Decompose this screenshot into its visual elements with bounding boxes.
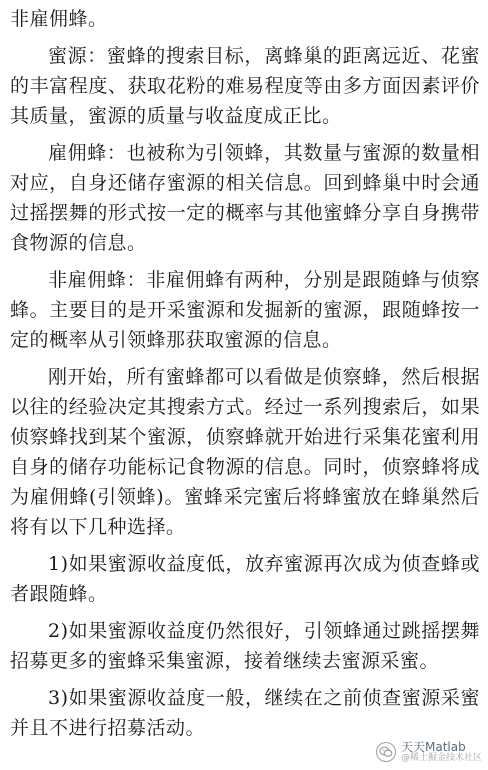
paragraph-process: 刚开始，所有蜜蜂都可以看做是侦察蜂，然后根据以往的经验决定其搜索方式。经过一系列搜索后，如果侦察蜂找到某个蜜源，侦察蜂就开始进行采集花蜜利用自身的储存功能标记食物源的信息。同时，侦察蜂将成为雇佣蜂(引领蜂)。蜜蜂采完蜜后将蜂蜜放在蜂巢然后将有以下几种选择。 xyxy=(10,366,480,538)
watermark-title: 天天Matlab xyxy=(400,739,466,754)
watermark xyxy=(376,741,482,764)
paragraph-continuation: 非雇佣蜂。 xyxy=(10,8,108,30)
paragraph-unemployed-bee: 非雇佣蜂：非雇佣蜂有两种，分别是跟随蜂与侦察蜂。主要目的是开采蜜源和发掘新的蜜源，跟随蜂按一定的概率从引领蜂那获取蜜源的信息。 xyxy=(10,269,480,351)
document-body xyxy=(10,4,480,750)
list-item-2: 2)如果蜜源收益度仍然很好，引领蜂通过跳摇摆舞招募更多的蜜蜂采集蜜源，接着继续去蜜源采蜜。 xyxy=(10,620,480,672)
list-item-3: 3)如果蜜源收益度一般，继续在之前侦查蜜源采蜜并且不进行招募活动。 xyxy=(10,687,480,739)
watermark-subtitle: @稀土掘金技术社区 xyxy=(400,753,482,764)
watermark-text xyxy=(401,741,482,764)
list-item-1: 1)如果蜜源收益度低，放弃蜜源再次成为侦查蜂或者跟随蜂。 xyxy=(10,553,480,605)
wechat-icon xyxy=(376,742,396,762)
paragraph-employed-bee: 雇佣蜂：也被称为引领蜂，其数量与蜜源的数量相对应，自身还储存蜜源的相关信息。回到蜂巢中时会通过摇摆舞的形式按一定的概率与其他蜜蜂分享自身携带食物源的信息。 xyxy=(10,142,480,254)
paragraph-nectar-source: 蜜源：蜜蜂的搜索目标，离蜂巢的距离远近、花蜜的丰富程度、获取花粉的难易程度等由多方面因素评价其质量，蜜源的质量与收益度成正比。 xyxy=(10,45,480,127)
